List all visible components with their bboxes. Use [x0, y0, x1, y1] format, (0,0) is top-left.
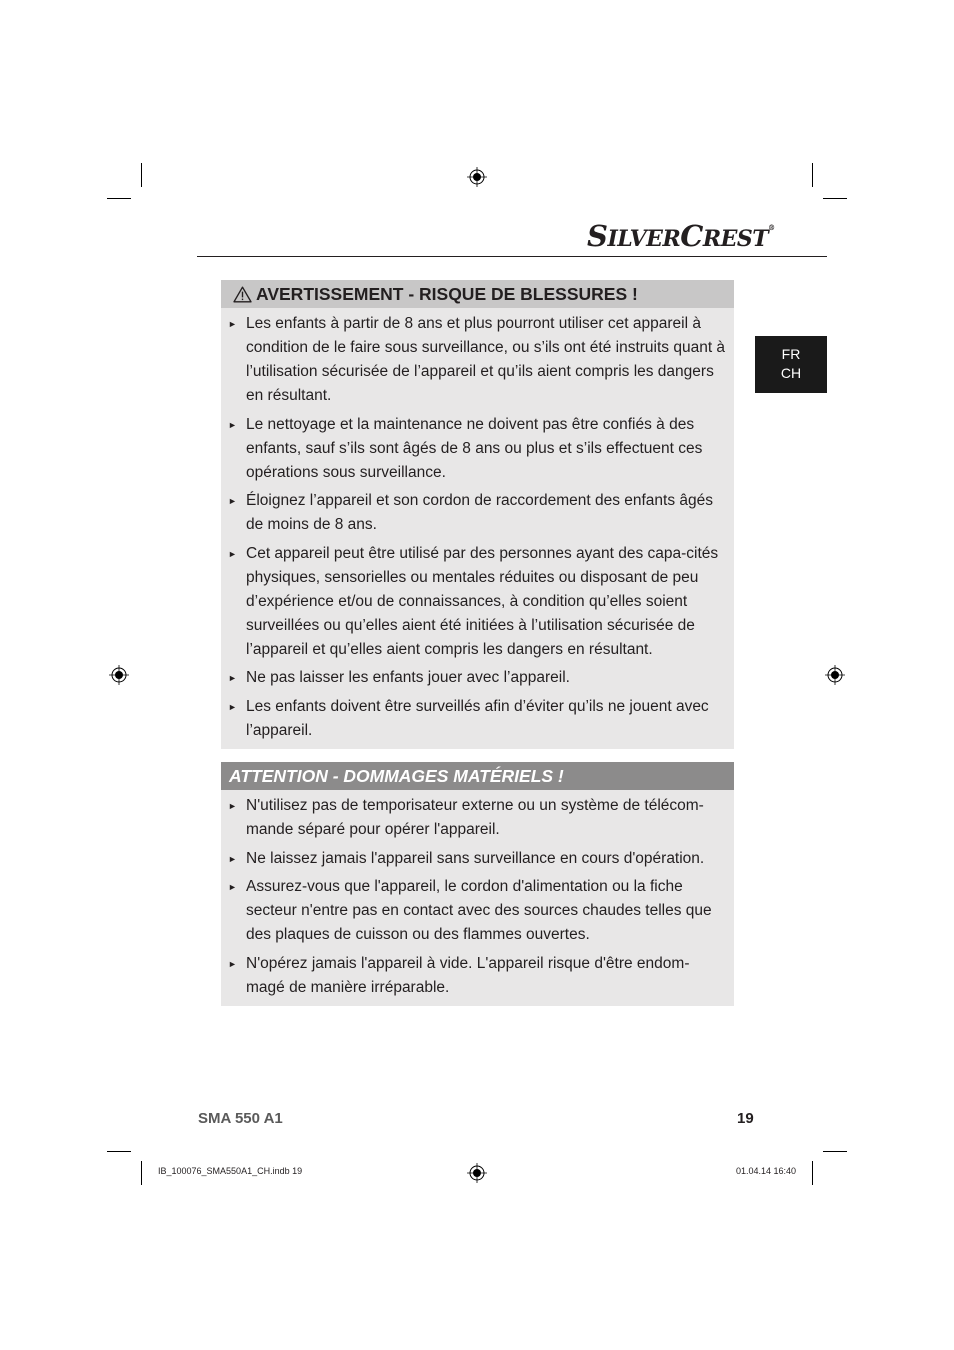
- attention-list: [221, 790, 734, 1000]
- language-tab: [755, 336, 827, 393]
- brand-text: REST: [702, 226, 769, 252]
- registered-mark: ®: [768, 223, 775, 232]
- crop-mark: [141, 1161, 142, 1185]
- warning-box: [221, 280, 734, 749]
- list-item: [221, 489, 734, 537]
- warning-header: [221, 280, 734, 308]
- list-item-text: N'opérez jamais l'appareil à vide. L'appareil risque d'être endom-magé de manière irréparable.: [246, 954, 690, 996]
- list-item-text: Éloignez l’appareil et son cordon de raccordement des enfants âgés de moins de 8 ans.: [246, 492, 714, 533]
- list-item-text: Cet appareil peut être utilisé par des personnes ayant des capa-cités physiques, sensorielles ou mentales réduites ou disposant de peu d’expérience et/ou de connaissances, à condition qu’elles soient surveillées ou qu’elles aient été initiées à l’utilisation sécurisée de l’appareil et qu’elles aient compris les dangers en résultant.: [246, 544, 719, 658]
- registration-mark-icon: [825, 665, 845, 685]
- list-item-text: Ne pas laisser les enfants jouer avec l’appareil.: [246, 669, 570, 686]
- registration-mark-icon: [467, 167, 487, 187]
- model-number: SMA 550 A1: [198, 1110, 283, 1127]
- registration-mark-icon: [109, 665, 129, 685]
- warning-title: AVERTISSEMENT - RISQUE DE BLESSURES !: [256, 283, 638, 304]
- bullet-arrow-icon: ►: [228, 853, 237, 864]
- crop-mark: [107, 1151, 131, 1152]
- bullet-arrow-icon: ►: [228, 548, 237, 559]
- attention-title: ATTENTION - DOMMAGES MATÉRIELS !: [229, 765, 564, 786]
- warning-list: [221, 308, 734, 743]
- list-item-text: Les enfants doivent être surveillés afin d’éviter qu’ils ne jouent avec l’appareil.: [246, 697, 709, 739]
- crop-mark: [141, 163, 142, 187]
- list-item-text: Le nettoyage et la maintenance ne doivent pas être confiés à des enfants, sauf s’ils sont âgés de 8 ans ou plus et s’ils effectuent ces opérations sous surveillance.: [246, 415, 703, 481]
- list-item: [221, 794, 734, 842]
- list-item: [221, 312, 734, 408]
- bullet-arrow-icon: ►: [228, 673, 237, 683]
- brand-letter: S: [587, 219, 608, 253]
- bullet-arrow-icon: ►: [228, 701, 237, 712]
- crop-mark: [823, 198, 847, 199]
- print-slug-date: 01.04.14 16:40: [736, 1166, 797, 1176]
- warning-triangle-icon: [233, 286, 252, 303]
- attention-header: [221, 762, 734, 790]
- crop-mark: [812, 1161, 813, 1185]
- crop-mark: [812, 163, 813, 187]
- bullet-arrow-icon: ►: [228, 419, 237, 430]
- registration-mark-icon: [467, 1163, 487, 1183]
- header-rule: [197, 256, 827, 257]
- brand-text: ILVER: [607, 226, 681, 252]
- list-item: [221, 666, 734, 690]
- list-item: [221, 847, 734, 871]
- list-item: [221, 695, 734, 743]
- list-item: [221, 413, 734, 485]
- page-number: 19: [737, 1110, 754, 1127]
- print-slug-file: IB_100076_SMA550A1_CH.indb 19: [158, 1166, 303, 1176]
- list-item-text: Ne laissez jamais l'appareil sans surveillance en cours d'opération.: [246, 849, 705, 867]
- bullet-arrow-icon: ►: [228, 496, 237, 506]
- list-item: [221, 542, 734, 662]
- attention-box: [221, 762, 734, 1006]
- bullet-arrow-icon: ►: [228, 958, 237, 969]
- bullet-arrow-icon: ►: [228, 882, 237, 892]
- list-item-text: Les enfants à partir de 8 ans et plus pourront utiliser cet appareil à condition de le faire sous surveillance, ou s’ils ont été instruits quant à l’utilisation sécurisée de l’appareil et qu’ils aient compris les dangers en résultant.: [246, 315, 726, 404]
- crop-mark: [823, 1151, 847, 1152]
- brand-logo: [587, 219, 775, 253]
- crop-mark: [107, 198, 131, 199]
- list-item-text: Assurez-vous que l'appareil, le cordon d'alimentation ou la fiche secteur n'entre pas en contact avec des sources chaudes telles que des plaques de cuisson ou des flammes ouvertes.: [246, 878, 712, 943]
- language-code: FR: [781, 346, 801, 362]
- country-code: CH: [780, 365, 802, 381]
- list-item: [221, 952, 734, 1000]
- list-item: [221, 875, 734, 947]
- bullet-arrow-icon: ►: [228, 801, 237, 811]
- bullet-arrow-icon: ►: [228, 319, 237, 329]
- brand-letter: C: [680, 219, 703, 253]
- list-item-text: N'utilisez pas de temporisateur externe ou un système de télécom-mande séparé pour opérer l'appareil.: [246, 797, 704, 838]
